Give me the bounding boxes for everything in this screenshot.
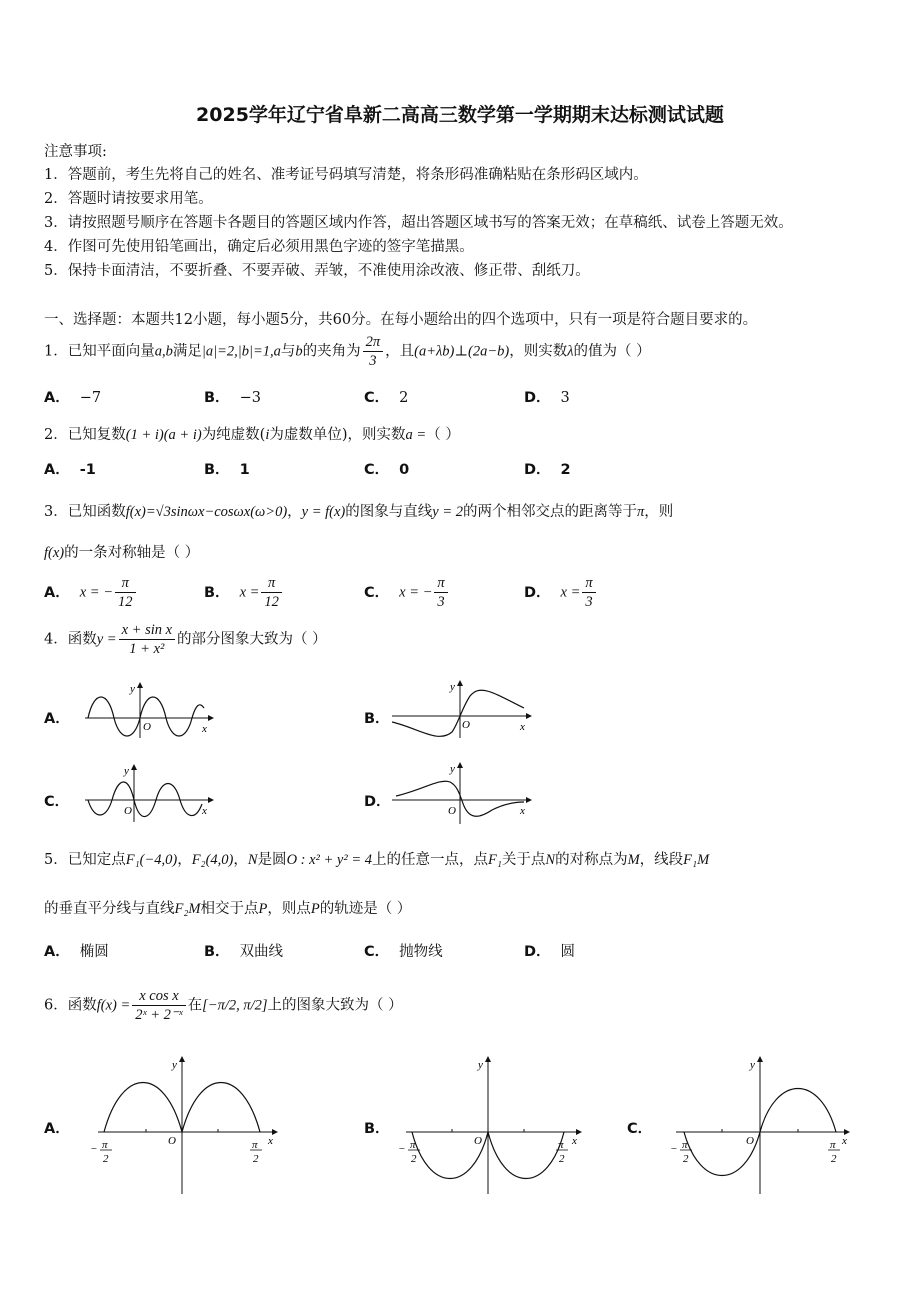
option-d: D． 圆: [524, 944, 576, 960]
option-c: C． 2: [364, 390, 409, 406]
tick-two: 2: [103, 1153, 109, 1165]
graph-4b: [388, 678, 538, 740]
axis-y-label: y: [450, 681, 455, 693]
axis-x-label: x: [842, 1135, 847, 1147]
tick-minus: −: [90, 1143, 98, 1155]
tick-two: 2: [253, 1153, 259, 1165]
origin-label: O: [474, 1135, 482, 1147]
option-a: A． 椭圆: [44, 944, 109, 960]
axis-y-label: y: [130, 683, 135, 695]
graph-label-c: C．: [44, 794, 70, 810]
option-c: C． x = − $\frac{\pi}{3}$: [364, 574, 450, 611]
axis-x-label: x: [202, 805, 207, 817]
option-b: B． 双曲线: [204, 944, 284, 960]
option-d: D． x = $\frac{\pi}{3}$: [524, 574, 598, 611]
question-5-line-2: 的垂直平分线与直线F₂M相交于点P，则点P的轨迹是（ ）: [44, 901, 412, 917]
notice-item: 2．答题时请按要求用笔。: [44, 191, 213, 207]
graph-label-c: C．: [627, 1121, 653, 1137]
option-c: C． 0: [364, 462, 410, 478]
tick-minus: −: [398, 1143, 406, 1155]
option-d: D． 2: [524, 462, 571, 478]
graph-4a: [80, 680, 220, 740]
origin-label: O: [143, 721, 151, 733]
question-4: 4．函数y = $\frac{\text{x + sin x}}{\text{1 + x²}}$ 的部分图象大致为（ ）: [44, 622, 327, 657]
graph-6b: [396, 1052, 596, 1198]
tick-pi: π: [102, 1139, 108, 1151]
tick-pi: π: [252, 1139, 258, 1151]
notice-item: 5．保持卡面清洁，不要折叠、不要弄破、弄皱，不准使用涂改液、修正带、刮纸刀。: [44, 263, 590, 279]
question-5: 5．已知定点F₁(−4,0)，F₂(4,0)，N是圆O : x² + y² = 4上的任意一点，点F₁关于点N的对称点为M，线段F₁M: [44, 852, 710, 868]
axis-x-label: x: [202, 723, 207, 735]
axis-x-label: x: [520, 805, 525, 817]
axis-y-label: y: [124, 765, 129, 777]
option-c: C． 抛物线: [364, 944, 443, 960]
option-b: B． 1: [204, 462, 250, 478]
option-a: A． −7: [44, 390, 102, 406]
option-d: D． 3: [524, 390, 570, 406]
axis-y-label: y: [478, 1059, 483, 1071]
section-heading: 一、选择题：本题共12小题，每小题5分，共60分。在每小题给出的四个选项中，只有一项是符合题目要求的。: [44, 312, 758, 328]
graph-label-a: A．: [44, 711, 70, 727]
notice-item: 3．请按照题号顺序在答题卡各题目的答题区域内作答，超出答题区域书写的答案无效；在草稿纸、试卷上答题无效。: [44, 215, 793, 231]
tick-pi: π: [410, 1139, 416, 1151]
question-3: 3．已知函数f(x)=√3sinωx−cosωx(ω>0)，y = f(x)的图象与直线y = 2的两个相邻交点的距离等于π，则: [44, 504, 674, 520]
graph-label-b: B．: [364, 711, 390, 727]
axis-x-label: x: [520, 721, 525, 733]
tick-two: 2: [683, 1153, 689, 1165]
question-6: 6．函数f(x) = $\frac{\text{x cos x}}{\text{2ˣ + 2⁻ˣ}}$ 在[−π/2, π/2]上的图象大致为（ ）: [44, 988, 403, 1023]
graph-6c: [666, 1052, 866, 1198]
axis-x-label: x: [572, 1135, 577, 1147]
origin-label: O: [168, 1135, 176, 1147]
graph-6a: [88, 1052, 288, 1198]
axis-y-label: y: [750, 1059, 755, 1071]
origin-label: O: [462, 719, 470, 731]
notice-item: 4．作图可先使用铅笔画出，确定后必须用黑色字迹的签字笔描黑。: [44, 239, 474, 255]
graph-label-a: A．: [44, 1121, 70, 1137]
axis-y-label: y: [450, 763, 455, 775]
option-a: A． x = − $\frac{\pi}{12}$: [44, 574, 138, 611]
question-3-line-2: f(x)的一条对称轴是（ ）: [44, 545, 200, 561]
axis-x-label: x: [268, 1135, 273, 1147]
tick-pi: π: [830, 1139, 836, 1151]
tick-two: 2: [411, 1153, 417, 1165]
notice-heading: 注意事项:: [44, 144, 107, 160]
page-title: 2025学年辽宁省阜新二高高三数学第一学期期末达标测试试题: [196, 104, 724, 126]
tick-two: 2: [831, 1153, 837, 1165]
option-a: A． -1: [44, 462, 96, 478]
origin-label: O: [448, 805, 456, 817]
tick-pi: π: [682, 1139, 688, 1151]
option-b: B． x = $\frac{\pi}{12}$: [204, 574, 284, 611]
graph-4c: [80, 762, 220, 826]
graph-label-d: D．: [364, 794, 391, 810]
graph-label-b: B．: [364, 1121, 390, 1137]
notice-item: 1．答题前，考生先将自己的姓名、准考证号码填写清楚，将条形码准确粘贴在条形码区域内。: [44, 167, 648, 183]
tick-minus: −: [670, 1143, 678, 1155]
origin-label: O: [746, 1135, 754, 1147]
tick-pi: π: [558, 1139, 564, 1151]
origin-label: O: [124, 805, 132, 817]
axis-y-label: y: [172, 1059, 177, 1071]
option-b: B． −3: [204, 390, 261, 406]
graph-4d: [388, 760, 538, 828]
question-1: 1．已知平面向量a,b满足|a|=2,|b|=1,a与b的夹角为 $\frac{2\pi}{3}$ ，且(a+λb)⊥(2a−b)，则实数λ的值为（ ）: [44, 334, 651, 369]
question-2: 2．已知复数(1 + i)(a + i)为纯虚数(i为虚数单位)，则实数a =（ ）: [44, 427, 460, 443]
tick-two: 2: [559, 1153, 565, 1165]
